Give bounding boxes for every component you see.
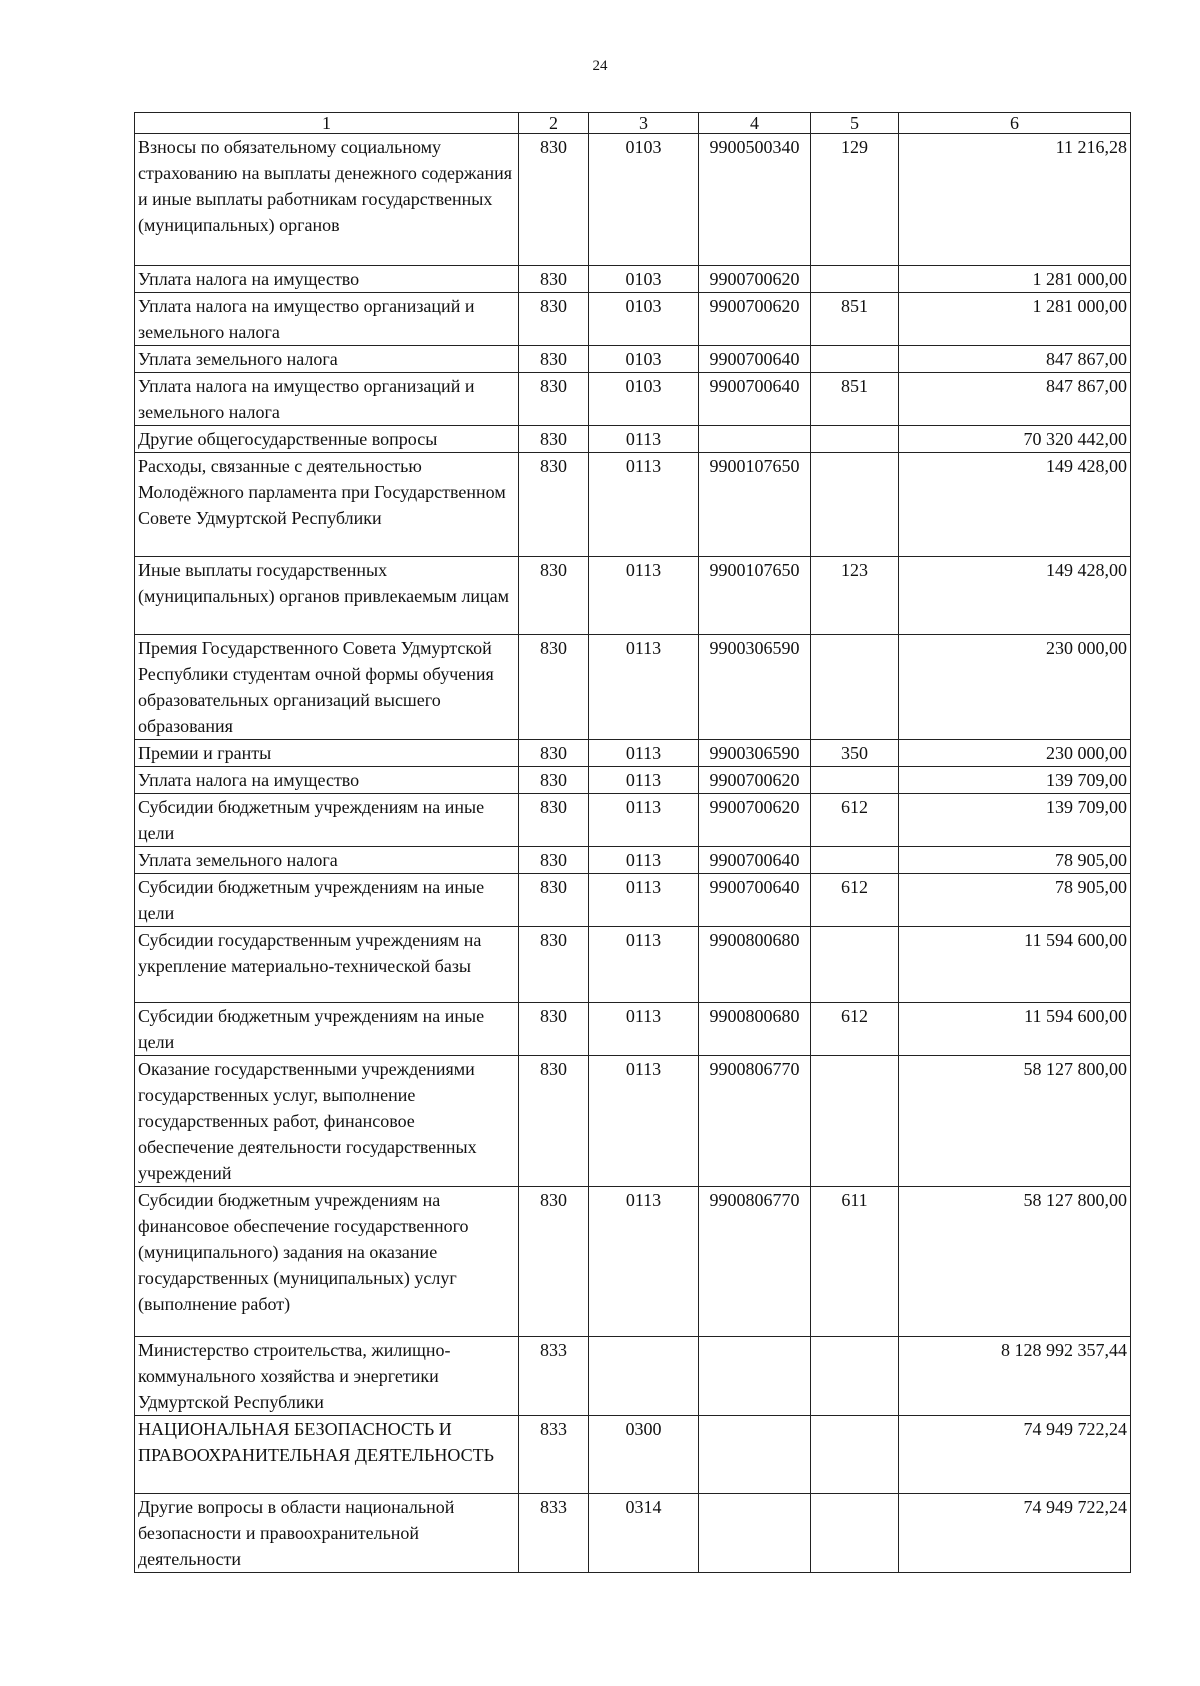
row-target-article-cell: 9900107650	[699, 557, 811, 635]
row-sum-cell: 230 000,00	[899, 740, 1131, 767]
budget-table	[134, 112, 1131, 1573]
table-row	[135, 557, 1131, 635]
row-ved-cell: 830	[519, 927, 589, 1003]
row-name-cell: Субсидии бюджетным учреждениям на иные цели	[135, 794, 519, 847]
header-cell: 3	[589, 113, 699, 134]
row-name-cell: Субсидии бюджетным учреждениям на финансовое обеспечение государственного (муниципального) задания на оказание государственных (муниципальных) услуг (выполнение работ)	[135, 1187, 519, 1337]
table-row	[135, 266, 1131, 293]
row-expense-type-cell: 612	[811, 1003, 899, 1056]
row-section-cell: 0113	[589, 635, 699, 740]
table-row	[135, 767, 1131, 794]
table-row	[135, 346, 1131, 373]
row-sum-cell: 58 127 800,00	[899, 1056, 1131, 1187]
row-target-article-cell	[699, 426, 811, 453]
row-ved-cell: 830	[519, 266, 589, 293]
row-sum-cell: 1 281 000,00	[899, 293, 1131, 346]
row-expense-type-cell: 611	[811, 1187, 899, 1337]
row-expense-type-cell: 851	[811, 373, 899, 426]
row-section-cell: 0113	[589, 847, 699, 874]
row-section-cell	[589, 1337, 699, 1416]
row-target-article-cell: 9900107650	[699, 453, 811, 557]
row-name-cell: Другие вопросы в области национальной безопасности и правоохранительной деятельности	[135, 1494, 519, 1573]
row-ved-cell: 830	[519, 426, 589, 453]
row-sum-cell: 1 281 000,00	[899, 266, 1131, 293]
row-sum-cell: 11 594 600,00	[899, 927, 1131, 1003]
table-row	[135, 1003, 1131, 1056]
row-sum-cell: 74 949 722,24	[899, 1416, 1131, 1494]
row-sum-cell: 847 867,00	[899, 373, 1131, 426]
table-row	[135, 426, 1131, 453]
row-name-cell: Уплата налога на имущество	[135, 266, 519, 293]
row-ved-cell: 830	[519, 134, 589, 266]
row-name-cell: Уплата налога на имущество	[135, 767, 519, 794]
row-expense-type-cell	[811, 346, 899, 373]
row-expense-type-cell	[811, 426, 899, 453]
header-cell: 1	[135, 113, 519, 134]
row-target-article-cell: 9900500340	[699, 134, 811, 266]
row-section-cell: 0113	[589, 557, 699, 635]
row-target-article-cell: 9900700620	[699, 266, 811, 293]
row-name-cell: Иные выплаты государственных (муниципальных) органов привлекаемым лицам	[135, 557, 519, 635]
row-ved-cell: 830	[519, 847, 589, 874]
row-target-article-cell: 9900700620	[699, 293, 811, 346]
row-target-article-cell: 9900700640	[699, 346, 811, 373]
row-ved-cell: 830	[519, 557, 589, 635]
row-ved-cell: 833	[519, 1337, 589, 1416]
row-sum-cell: 139 709,00	[899, 767, 1131, 794]
row-target-article-cell	[699, 1416, 811, 1494]
row-target-article-cell: 9900306590	[699, 635, 811, 740]
row-ved-cell: 830	[519, 767, 589, 794]
row-ved-cell: 830	[519, 794, 589, 847]
row-expense-type-cell: 851	[811, 293, 899, 346]
table-row	[135, 293, 1131, 346]
row-sum-cell: 78 905,00	[899, 874, 1131, 927]
table-row	[135, 635, 1131, 740]
row-sum-cell: 11 594 600,00	[899, 1003, 1131, 1056]
table-row	[135, 1337, 1131, 1416]
page-number: 24	[592, 58, 608, 74]
table-row	[135, 1494, 1131, 1573]
row-name-cell: Субсидии бюджетным учреждениям на иные цели	[135, 1003, 519, 1056]
row-name-cell: Премии и гранты	[135, 740, 519, 767]
row-ved-cell: 830	[519, 740, 589, 767]
row-target-article-cell: 9900700640	[699, 874, 811, 927]
row-expense-type-cell	[811, 767, 899, 794]
table-row	[135, 927, 1131, 1003]
header-cell: 5	[811, 113, 899, 134]
row-section-cell: 0113	[589, 927, 699, 1003]
row-target-article-cell: 9900806770	[699, 1187, 811, 1337]
header-cell: 4	[699, 113, 811, 134]
row-name-cell: Взносы по обязательному социальному страхованию на выплаты денежного содержания и иные выплаты работникам государственных (муниципальных) органов	[135, 134, 519, 266]
table-row	[135, 1056, 1131, 1187]
table-row	[135, 373, 1131, 426]
row-sum-cell: 78 905,00	[899, 847, 1131, 874]
row-sum-cell: 74 949 722,24	[899, 1494, 1131, 1573]
row-sum-cell: 149 428,00	[899, 453, 1131, 557]
row-expense-type-cell	[811, 1416, 899, 1494]
row-target-article-cell: 9900700620	[699, 767, 811, 794]
row-ved-cell: 830	[519, 346, 589, 373]
row-section-cell: 0113	[589, 426, 699, 453]
row-expense-type-cell: 129	[811, 134, 899, 266]
row-ved-cell: 833	[519, 1416, 589, 1494]
row-sum-cell: 58 127 800,00	[899, 1187, 1131, 1337]
row-name-cell: НАЦИОНАЛЬНАЯ БЕЗОПАСНОСТЬ И ПРАВООХРАНИТЕЛЬНАЯ ДЕЯТЕЛЬНОСТЬ	[135, 1416, 519, 1494]
table-row	[135, 794, 1131, 847]
row-section-cell: 0113	[589, 1187, 699, 1337]
table-row	[135, 1187, 1131, 1337]
row-name-cell: Министерство строительства, жилищно-коммунального хозяйства и энергетики Удмуртской Республики	[135, 1337, 519, 1416]
row-target-article-cell: 9900700620	[699, 794, 811, 847]
row-section-cell: 0113	[589, 740, 699, 767]
row-ved-cell: 830	[519, 635, 589, 740]
row-name-cell: Уплата земельного налога	[135, 346, 519, 373]
row-name-cell: Премия Государственного Совета Удмуртской Республики студентам очной формы обучения образовательных организаций высшего образования	[135, 635, 519, 740]
row-name-cell: Субсидии государственным учреждениям на укрепление материально-технической базы	[135, 927, 519, 1003]
row-expense-type-cell	[811, 1056, 899, 1187]
row-target-article-cell: 9900800680	[699, 927, 811, 1003]
header-row	[135, 113, 1131, 134]
row-target-article-cell: 9900700640	[699, 373, 811, 426]
row-expense-type-cell: 123	[811, 557, 899, 635]
row-section-cell: 0113	[589, 1003, 699, 1056]
row-section-cell: 0314	[589, 1494, 699, 1573]
row-section-cell: 0103	[589, 293, 699, 346]
row-section-cell: 0113	[589, 767, 699, 794]
row-ved-cell: 830	[519, 1056, 589, 1187]
row-sum-cell: 11 216,28	[899, 134, 1131, 266]
row-expense-type-cell: 612	[811, 794, 899, 847]
table-row	[135, 1416, 1131, 1494]
table-row	[135, 874, 1131, 927]
table-row	[135, 134, 1131, 266]
row-sum-cell: 139 709,00	[899, 794, 1131, 847]
row-expense-type-cell	[811, 847, 899, 874]
row-target-article-cell: 9900700640	[699, 847, 811, 874]
table-row	[135, 847, 1131, 874]
row-expense-type-cell: 350	[811, 740, 899, 767]
row-section-cell: 0300	[589, 1416, 699, 1494]
row-section-cell: 0113	[589, 1056, 699, 1187]
row-ved-cell: 830	[519, 1003, 589, 1056]
row-ved-cell: 830	[519, 293, 589, 346]
row-ved-cell: 830	[519, 874, 589, 927]
row-name-cell: Уплата налога на имущество организаций и земельного налога	[135, 293, 519, 346]
row-name-cell: Субсидии бюджетным учреждениям на иные цели	[135, 874, 519, 927]
row-expense-type-cell	[811, 927, 899, 1003]
table-row	[135, 453, 1131, 557]
row-ved-cell: 833	[519, 1494, 589, 1573]
row-name-cell: Другие общегосударственные вопросы	[135, 426, 519, 453]
row-section-cell: 0113	[589, 453, 699, 557]
row-target-article-cell: 9900306590	[699, 740, 811, 767]
row-expense-type-cell	[811, 1494, 899, 1573]
row-expense-type-cell	[811, 266, 899, 293]
row-section-cell: 0103	[589, 266, 699, 293]
row-target-article-cell	[699, 1494, 811, 1573]
table-row	[135, 740, 1131, 767]
row-sum-cell: 230 000,00	[899, 635, 1131, 740]
row-sum-cell: 8 128 992 357,44	[899, 1337, 1131, 1416]
row-target-article-cell: 9900806770	[699, 1056, 811, 1187]
row-section-cell: 0103	[589, 373, 699, 426]
row-section-cell: 0113	[589, 874, 699, 927]
row-expense-type-cell: 612	[811, 874, 899, 927]
row-sum-cell: 847 867,00	[899, 346, 1131, 373]
row-name-cell: Оказание государственными учреждениями государственных услуг, выполнение государственных работ, финансовое обеспечение деятельности государственных учреждений	[135, 1056, 519, 1187]
row-ved-cell: 830	[519, 453, 589, 557]
header-cell: 6	[899, 113, 1131, 134]
row-section-cell: 0103	[589, 134, 699, 266]
row-expense-type-cell	[811, 635, 899, 740]
row-name-cell: Расходы, связанные с деятельностью Молодёжного парламента при Государственном Совете Удмуртской Республики	[135, 453, 519, 557]
row-expense-type-cell	[811, 1337, 899, 1416]
row-section-cell: 0103	[589, 346, 699, 373]
row-sum-cell: 70 320 442,00	[899, 426, 1131, 453]
row-ved-cell: 830	[519, 1187, 589, 1337]
row-name-cell: Уплата налога на имущество организаций и земельного налога	[135, 373, 519, 426]
row-expense-type-cell	[811, 453, 899, 557]
row-sum-cell: 149 428,00	[899, 557, 1131, 635]
header-cell: 2	[519, 113, 589, 134]
row-target-article-cell	[699, 1337, 811, 1416]
row-name-cell: Уплата земельного налога	[135, 847, 519, 874]
row-section-cell: 0113	[589, 794, 699, 847]
row-target-article-cell: 9900800680	[699, 1003, 811, 1056]
row-ved-cell: 830	[519, 373, 589, 426]
